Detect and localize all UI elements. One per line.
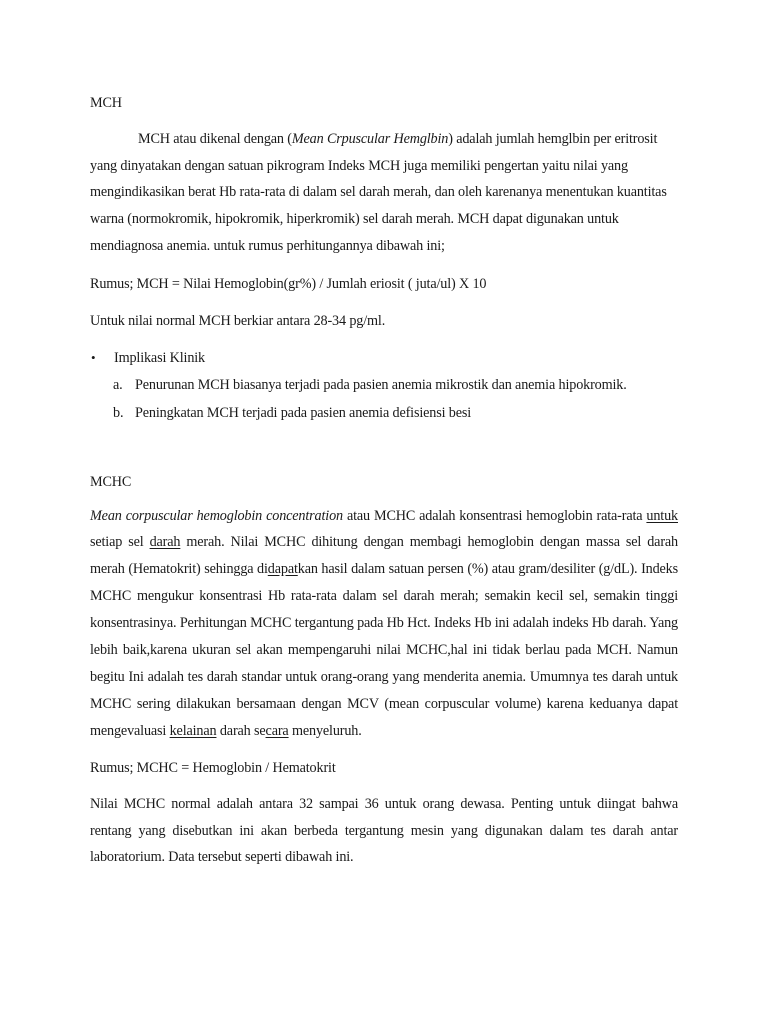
underlined-word: dapat — [267, 561, 298, 578]
spacer — [90, 297, 678, 308]
spacer — [90, 745, 678, 755]
mchc-paragraph — [90, 503, 678, 745]
spacer — [90, 116, 678, 126]
text-run: setiap sel — [90, 534, 150, 551]
mch-normal-range: Untuk nilai normal MCH berkiar antara 28-34 pg/ml. — [90, 312, 386, 329]
document-page — [90, 90, 678, 871]
list-item — [90, 399, 678, 427]
mchc-formula: Rumus; MCHC = Hemoglobin / Hematokrit — [90, 759, 336, 776]
bullet-icon: • — [91, 349, 96, 365]
sub-list — [90, 371, 678, 427]
underlined-word: kelainan — [169, 722, 217, 739]
underlined-word: cara — [265, 722, 289, 739]
mch-formula: Rumus; MCH = Nilai Hemoglobin(gr%) / Jumlah eriosit ( juta/ul) X 10 — [90, 275, 487, 292]
mchc-normal-paragraph: Nilai MCHC normal adalah antara 32 sampai 36 untuk orang dewasa. Penting untuk diingat bahwa rentang yang disebutkan ini akan berbeda tergantung mesin yang digunakan dalam tes darah antar laboratorium. Data tersebut seperti dibawah ini. — [90, 795, 678, 866]
text-run: atau MCHC adalah konsentrasi hemoglobin rata-rata — [342, 507, 647, 524]
mchc-term: Mean corpuscular hemoglobin concentration — [90, 507, 343, 524]
text-run: kan hasil dalam satuan persen (%) atau gram/desiliter (g/dL). Indeks MCHC mengukur konsentrasi Hb rata-rata dalam sel darah merah; semakin kecil sel, semakin tinggi konsentrasinya. Perhitungan MCHC tergantung pada Hb Hct. Indeks Hb ini adalah indeks Hb darah. Yang lebih baik,karena ukuran sel akan mempengaruhi nilai MCHC,hal ini tidak berlau pada MCH. Namun begitu Ini adalah tes darah standar untuk orang-orang yang menderita anemia. Umumnya tes darah untuk MCHC sering dilakukan bersamaan dengan MCV (mean corpuscular volume) karena keduanya dapat mengevaluasi — [90, 561, 678, 739]
spacer — [90, 427, 678, 469]
list-item — [90, 371, 678, 399]
mch-intro-suffix: ) adalah jumlah hemglbin per eritrosit yang dinyatakan dengan satuan pikrogram Indeks MCH juga memiliki pengertan yaitu nilai yang mengindikasikan berat Hb rata-rata di dalam sel darah merah, dan oleh karenanya menentukan kuantitas warna (normokromik, hipokromik, hiperkromik) sel darah merah. MCH dapat digunakan untuk mendiagnosa anemia. untuk rumus perhitungannya dibawah ini; — [90, 131, 667, 254]
spacer — [90, 781, 678, 791]
mch-intro-paragraph — [90, 126, 678, 260]
spacer — [90, 495, 678, 503]
text-run: merah. Nilai MCHC dihitung dengan membagi hemoglobin dengan massa sel darah merah (Hematokrit) sehingga di — [90, 534, 678, 578]
mch-intro-term: Mean Crpuscular Hemglbin — [291, 131, 449, 147]
list-item-marker: b. — [113, 404, 124, 421]
spacer — [90, 334, 678, 345]
underlined-word: darah — [149, 534, 181, 551]
text-run: menyeluruh. — [288, 722, 362, 739]
list-item-text: Penurunan MCH biasanya terjadi pada pasien anemia mikrostik dan anemia hipokromik. — [135, 376, 627, 393]
text-run: darah se — [216, 722, 266, 739]
list-item-text: Peningkatan MCH terjadi pada pasien anemia defisiensi besi — [135, 404, 472, 421]
mchc-heading: MCHC — [90, 473, 132, 490]
mch-intro-prefix: MCH atau dikenal dengan ( — [138, 131, 292, 147]
bullet-label: Implikasi Klinik — [114, 349, 205, 366]
bullet-item-implikasi — [90, 345, 678, 371]
spacer — [90, 260, 678, 271]
list-item-marker: a. — [113, 376, 123, 393]
underlined-word: untuk — [646, 507, 678, 524]
mch-heading: MCH — [90, 95, 122, 111]
